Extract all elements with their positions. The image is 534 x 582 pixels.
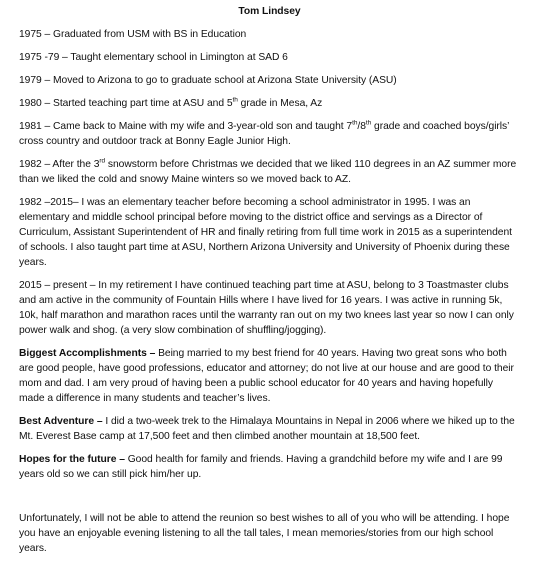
- entry-1981-text-b: /8: [357, 121, 366, 132]
- entry-1982-2015-career: 1982 –2015– I was an elementary teacher before becoming a school administrator in 1995. I was an elementary and middle school principal before moving to the district office and servings as a Director of Curriculum, Assistant Superintendent of HR and finally retiring from full time work in 2015 as a superintendent of schools. I also taught part time at ASU, Northern Arizona University and University of Phoenix during these years.: [19, 197, 512, 268]
- ordinal-suffix: th: [365, 119, 372, 127]
- entry-1982-text-b: snowstorm before Christmas we decided that we liked 110 degrees in an AZ summer more than we liked the cold and snowy Maine winters so we moved back to AZ.: [19, 159, 517, 185]
- entry-2015-present: 2015 – present – In my retirement I have continued teaching part time at ASU, belong to 3 Toastmaster clubs and am active in the community of Fountain Hills where I have lived for 16 years. I was active in running 5k, 10k, half marathon and marathon races until the warranty ran out on my two knees last year so now I can only power walk and shog. (a very slow combination of shuffling/jogging).: [19, 280, 514, 336]
- entry-1979-moved: 1979 – Moved to Arizona to go to graduate school at Arizona State University (ASU): [19, 75, 397, 86]
- entry-1980-started: [19, 96, 520, 111]
- entry-1981-maine: [19, 119, 520, 149]
- closing-paragraph: Unfortunately, I will not be able to attend the reunion so best wishes to all of you who will be attending. I hope you have an enjoyable evening listening to all the tall tales, I mean memories/stories from our high school years.: [19, 513, 510, 554]
- future-text: Good health for family and friends. Having a grandchild before my wife and I are 99 years old so we can still pick him/her up.: [19, 454, 503, 480]
- ordinal-suffix: rd: [99, 157, 106, 165]
- future-paragraph: [19, 452, 520, 482]
- entry-1980-text-b: grade in Mesa, Az: [237, 98, 323, 109]
- accomplishments-paragraph: [19, 346, 520, 406]
- accomplishments-label: Biggest Accomplishments –: [19, 348, 156, 359]
- ordinal-suffix: th: [352, 119, 358, 127]
- entry-1981-text-a: 1981 – Came back to Maine with my wife and 3-year-old son and taught 7: [19, 121, 353, 132]
- adventure-label: Best Adventure –: [19, 416, 103, 427]
- accomplishments-text: Being married to my best friend for 40 years. Having two great sons who both are good people, have good professions, educator and attorney; do not live at our house and are good to their mom and dad. I am very proud of having been a public school educator for 40 years and having hopefully made a difference in many students and teacher’s lives.: [19, 348, 514, 404]
- entry-1982-text-a: 1982 – After the 3: [19, 159, 100, 170]
- blank-line: [19, 490, 520, 511]
- entry-1981-text-c: grade and coached boys/girls’ cross country and outdoor track at Bonny Eagle Junior High.: [19, 121, 510, 147]
- entry-1975-79-taught: 1975 -79 – Taught elementary school in Limington at SAD 6: [19, 52, 288, 63]
- entry-1982-snowstorm: [19, 157, 520, 187]
- adventure-paragraph: [19, 414, 520, 444]
- entry-1980-text-a: 1980 – Started teaching part time at ASU and 5: [19, 98, 233, 109]
- ordinal-suffix: th: [232, 96, 238, 104]
- entry-1975-graduated: 1975 – Graduated from USM with BS in Education: [19, 29, 247, 40]
- adventure-text: I did a two-week trek to the Himalaya Mountains in Nepal in 2006 where we hiked up to the Mt. Everest Base camp at 17,500 feet and then climbed another mountain at 18,500 feet.: [19, 416, 515, 442]
- future-label: Hopes for the future –: [19, 454, 125, 465]
- document-title: Tom Lindsey: [238, 6, 301, 17]
